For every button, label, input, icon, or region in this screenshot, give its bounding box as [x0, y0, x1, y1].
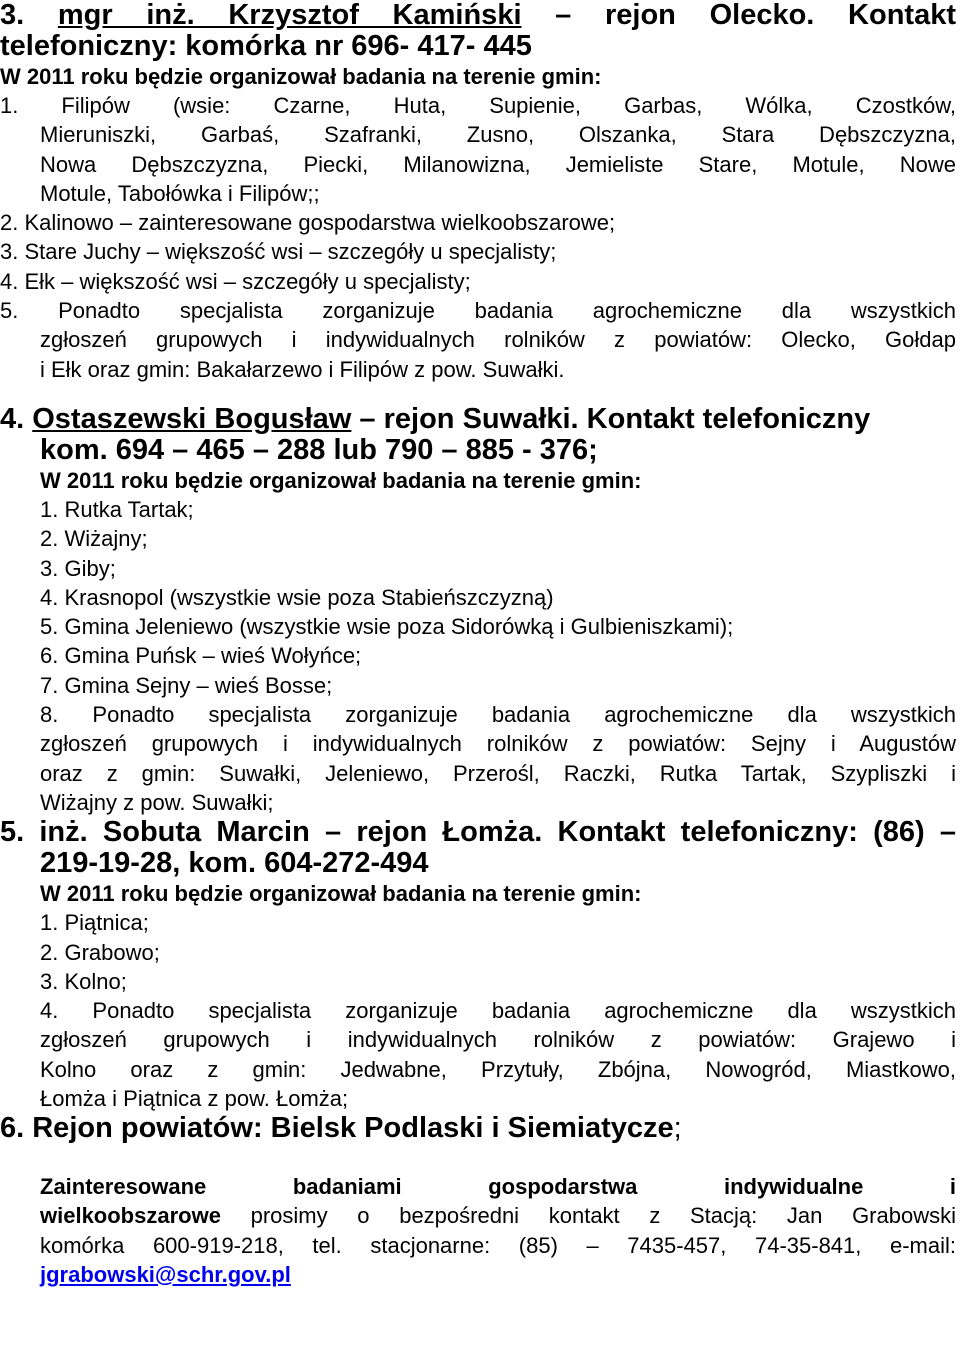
section-5-intro: W 2011 roku będzie organizował badania na terenie gmin: [40, 881, 642, 907]
list-item: 2. Grabowo; [40, 939, 160, 965]
section-3-intro: W 2011 roku będzie organizował badania na terenie gmin: [0, 64, 602, 89]
list-item: 1. Filipów (wsie: Czarne, Huta, Supienie, Garbas, Wólka, Czostków, [0, 93, 956, 118]
section-4-phone: kom. 694 – 465 – 288 lub 790 – 885 - 376; [40, 433, 598, 466]
list-item: 7. Gmina Sejny – wieś Bosse; [40, 672, 333, 698]
region-contact: – rejon Suwałki. Kontakt telefoniczny [351, 402, 871, 435]
section-3 [0, 0, 956, 384]
list-item: 1. Rutka Tartak; [40, 496, 194, 522]
section-5-phone: 219-19-28, kom. 604-272-494 [40, 847, 429, 880]
section-number: 3. [0, 0, 25, 31]
list-item: 3. Giby; [40, 555, 116, 581]
specialist-name: Ostaszewski Bogusław [32, 402, 352, 435]
list-item: 4. Ponadto specjalista zorganizuje badania agrochemiczne dla wszystkich [40, 998, 956, 1024]
heading-tail: ; [673, 1112, 682, 1145]
list-item: 1. Piątnica; [40, 910, 149, 936]
list-item: 2. Kalinowo – zainteresowane gospodarstwa wielkoobszarowe; [0, 210, 616, 236]
spacer [0, 384, 956, 404]
list-item: Nowa Dębszczyzna, Piecki, Milanowizna, Jemieliste Stare, Motule, Nowe [40, 151, 956, 177]
list-item: Kolno oraz z gmin: Jedwabne, Przytuły, Zbójna, Nowogród, Miastkowo, [40, 1056, 956, 1082]
region-contact: – rejon Olecko. Kontakt [521, 0, 956, 31]
section-6-heading [0, 1113, 956, 1144]
bold-phrase: wielkoobszarowe [40, 1203, 221, 1229]
section-4 [0, 404, 956, 817]
section-4-heading [0, 404, 956, 435]
section-4-intro: W 2011 roku będzie organizował badania na terenie gmin: [40, 467, 642, 493]
section-5 [0, 817, 956, 1113]
list-item: 5. Ponadto specjalista zorganizuje badania agrochemiczne dla wszystkich [0, 298, 956, 324]
list-item: zgłoszeń grupowych i indywidualnych rolników z powiatów: Grajewo i [40, 1027, 956, 1053]
list-item: 3. Stare Juchy – większość wsi – szczegóły u specjalisty; [0, 239, 557, 265]
list-item: zgłoszeń grupowych i indywidualnych rolników z powiatów: Olecko, Gołdap [40, 327, 956, 353]
list-item: i Ełk oraz gmin: Bakałarzewo i Filipów z pow. Suwałki. [40, 356, 565, 382]
spacer [0, 1144, 956, 1172]
list-item: zgłoszeń grupowych i indywidualnych rolników z powiatów: Sejny i Augustów [40, 731, 956, 757]
list-item: 5. Gmina Jeleniewo (wszystkie wsie poza Sidorówką i Gulbieniszkami); [40, 614, 734, 640]
list-item: oraz z gmin: Suwałki, Jeleniewo, Przerośl, Raczki, Rutka Tartak, Szypliszki i [40, 760, 956, 786]
list-item: 2. Wiżajny; [40, 526, 148, 552]
section-6 [0, 1113, 956, 1289]
section-3-phone: telefoniczny: komórka nr 696- 417- 445 [0, 30, 532, 62]
list-item: 6. Gmina Puńsk – wieś Wołyńce; [40, 643, 362, 669]
contact-paragraph-line: Zainteresowane badaniami gospodarstwa indywidualne i [40, 1174, 956, 1200]
section-number: 4. [0, 402, 25, 435]
contact-paragraph-line: komórka 600-919-218, tel. stacjonarne: (85) – 7435-457, 74-35-841, e-mail: [40, 1232, 956, 1258]
list-item: Motule, Tabołówka i Filipów;; [40, 180, 320, 206]
list-item: 4. Krasnopol (wszystkie wsie poza Stabieńszczyzną) [40, 584, 554, 610]
section-3-heading [0, 0, 956, 31]
list-item: Wiżajny z pow. Suwałki; [40, 789, 274, 815]
section-5-heading: 5. inż. Sobuta Marcin – rejon Łomża. Kontakt telefoniczny: (86) – [0, 816, 956, 849]
specialist-name: mgr inż. Krzysztof Kamiński [57, 0, 522, 31]
list-item: 3. Kolno; [40, 968, 127, 994]
section-6-title: 6. Rejon powiatów: Bielsk Podlaski i Siemiatycze [0, 1112, 674, 1145]
email-line [0, 1260, 956, 1289]
contact-text: prosimy o bezpośredni kontakt z Stacją: Jan Grabowski [220, 1203, 956, 1229]
email-link[interactable]: jgrabowski@schr.gov.pl [40, 1261, 291, 1287]
list-item: Mieruniszki, Garbaś, Szafranki, Zusno, Olszanka, Stara Dębszczyzna, [40, 122, 956, 148]
contact-paragraph-line [0, 1201, 956, 1230]
list-item: 8. Ponadto specjalista zorganizuje badania agrochemiczne dla wszystkich [40, 702, 956, 728]
list-item: Łomża i Piątnica z pow. Łomża; [40, 1086, 349, 1112]
list-item: 4. Ełk – większość wsi – szczegóły u specjalisty; [0, 268, 471, 294]
